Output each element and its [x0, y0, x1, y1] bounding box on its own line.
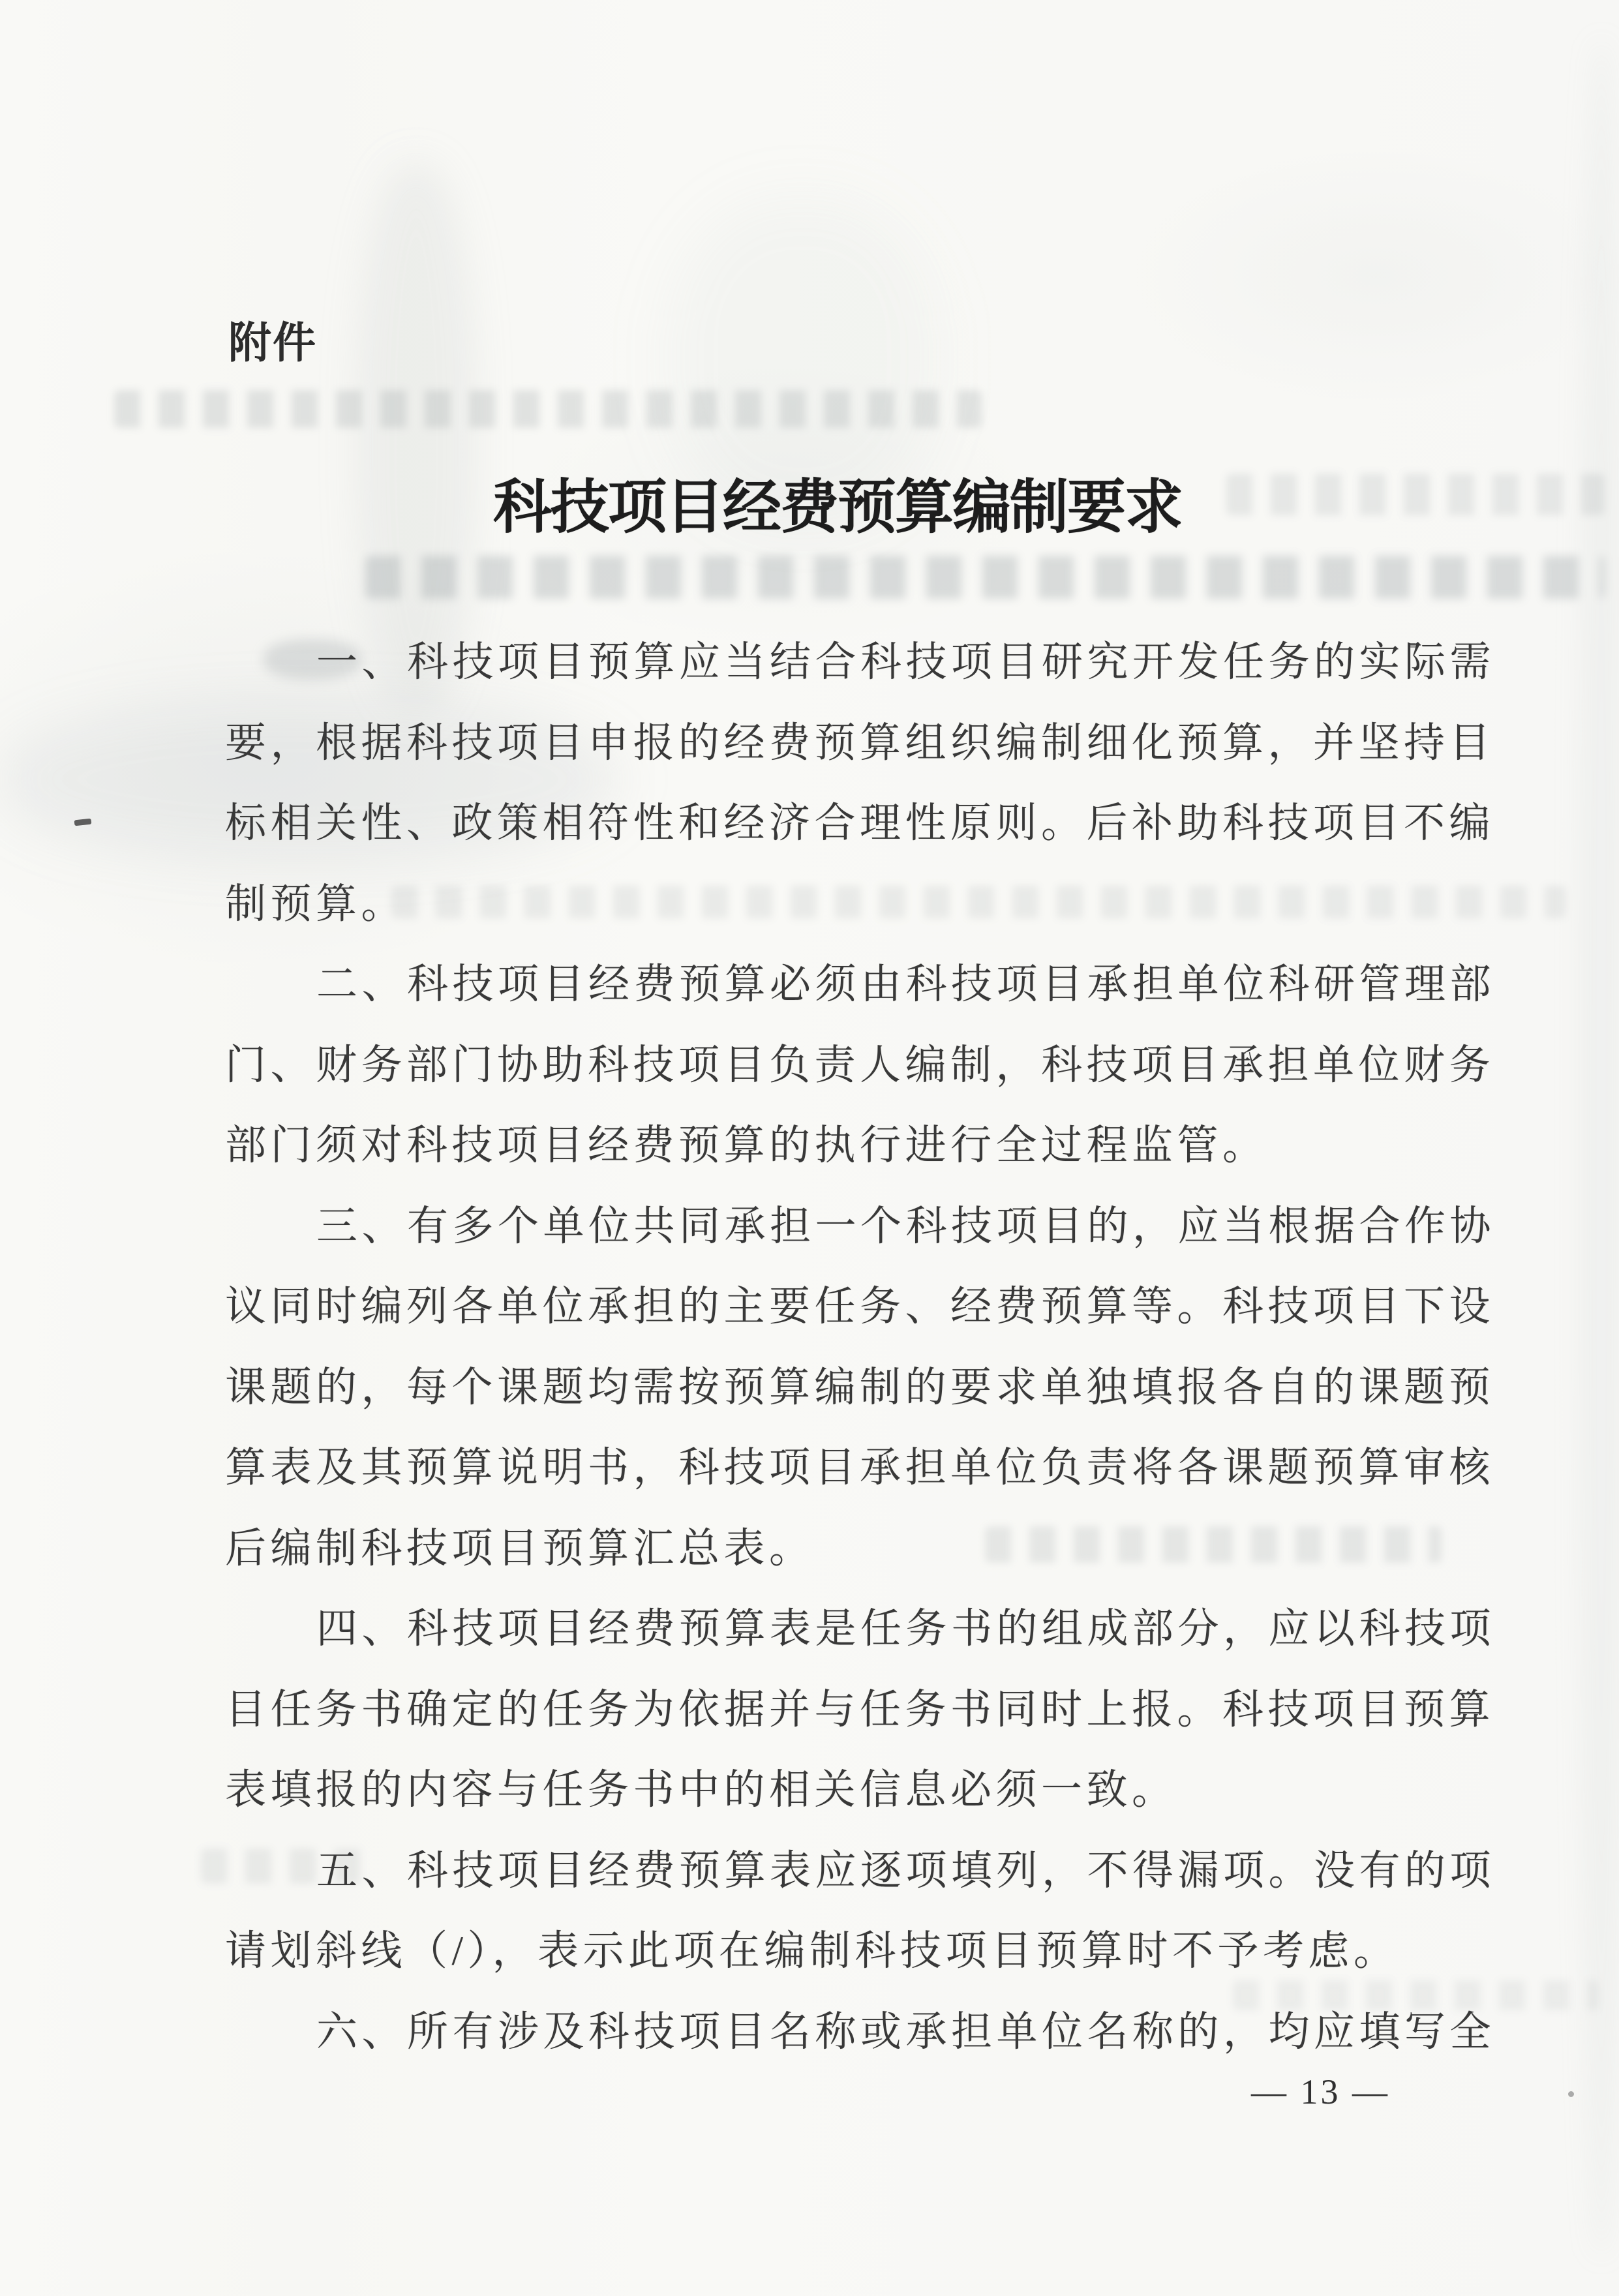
body-line: 二、科技项目经费预算必须由科技项目承担单位科研管理部: [316, 961, 1495, 1008]
body-line: 议同时编列各单位承担的主要任务、经费预算等。科技项目下设: [225, 1284, 1494, 1330]
body-line: 标相关性、政策相符性和经济合理性原则。后补助科技项目不编: [225, 800, 1494, 847]
body-line: 制预算。: [225, 881, 406, 927]
body-line: 课题的，每个课题均需按预算编制的要求单独填报各自的课题预: [225, 1364, 1494, 1410]
bleedthrough-artifact: [1226, 474, 1605, 515]
body-line: 部门须对科技项目经费预算的执行进行全过程监管。: [225, 1123, 1268, 1169]
body-line: 表填报的内容与任务书中的相关信息必须一致。: [225, 1767, 1177, 1813]
attachment-label: 附件: [228, 318, 317, 367]
page-number: — 13 —: [1251, 2072, 1390, 2111]
scan-speck: [74, 819, 92, 826]
bleedthrough-artifact: [365, 556, 1605, 599]
body-line: 四、科技项目经费预算表是任务书的组成部分，应以科技项: [316, 1606, 1495, 1652]
scanner-shading: [1579, 39, 1619, 2257]
body-line: 算表及其预算说明书，科技项目承担单位负责将各课题预算审核: [225, 1445, 1494, 1491]
document-body: [225, 618, 1504, 2068]
body-line: 请划斜线（/），表示此项在编制科技项目预算时不予考虑。: [225, 1928, 1399, 1974]
scan-speck: [1568, 2091, 1574, 2097]
body-line: 要，根据科技项目申报的经费预算组织编制细化预算，并坚持目: [225, 719, 1494, 766]
body-line: 六、所有涉及科技项目名称或承担单位名称的，均应填写全: [316, 2008, 1495, 2055]
body-line: 后编制科技项目预算汇总表。: [225, 1525, 815, 1571]
body-line: 三、有多个单位共同承担一个科技项目的，应当根据合作协: [316, 1203, 1495, 1249]
document-title: 科技项目经费预算编制要求: [493, 476, 1182, 540]
body-line: 目任务书确定的任务为依据并与任务书同时上报。科技项目预算: [225, 1686, 1494, 1732]
body-line: 门、财务部门协助科技项目负责人编制，科技项目承担单位财务: [225, 1042, 1494, 1088]
bleedthrough-artifact: [114, 390, 982, 428]
body-line: 五、科技项目经费预算表应逐项填列，不得漏项。没有的项: [316, 1847, 1495, 1894]
body-line: 一、科技项目预算应当结合科技项目研究开发任务的实际需: [316, 639, 1495, 686]
